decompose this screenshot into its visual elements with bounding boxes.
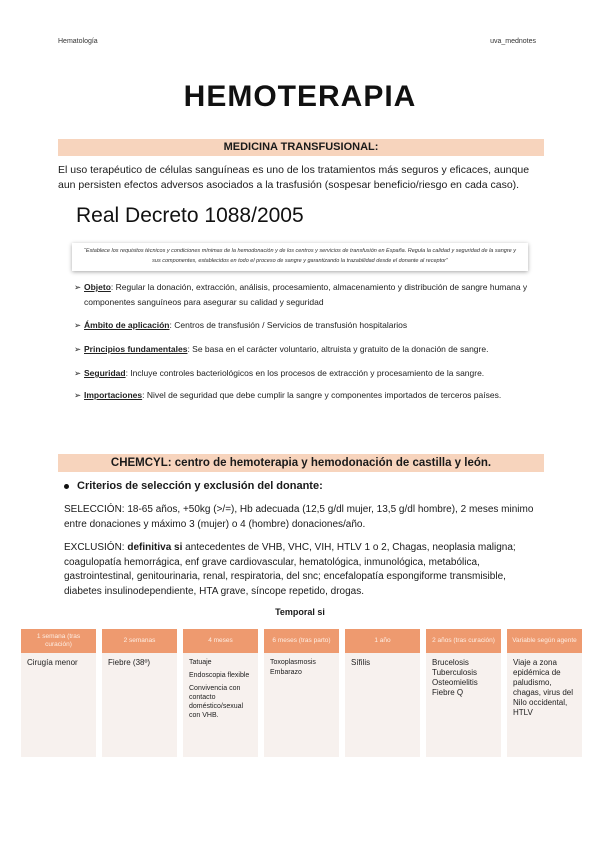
bullet-seguridad <box>74 366 534 381</box>
column-header: 2 años (tras curación) <box>426 629 501 653</box>
exclusion-text: antecedentes de VHB, VHC, VIH, HTLV 1 o 2, Chagas, neoplasia maligna; coagulopatía hemorrágica, enf grave cardiovascular, hematológica, inmunológica, metabólica, gastrointestinal, genitourinaria, renal, respiratoria, del snc; encefalopatía espongiforme transmisible, diabetes insulinodependiente, HTA grave, síncope repetido, drogas. <box>64 542 516 597</box>
temporal-column-6-months <box>264 629 339 757</box>
list-item: Fiebre Q <box>432 688 464 697</box>
bullet-text: : Se basa en el carácter voluntario, altruista y gratuito de la donación de sangre. <box>187 344 489 354</box>
intro-paragraph: El uso terapéutico de células sanguíneas es uno de los tratamientos más seguros y eficaces, aunque aun persisten efectos adversos asociados a la trasfusión (sospesar beneficio/riesgo en cada caso). <box>58 164 530 191</box>
bullet-dot-icon <box>64 484 69 489</box>
list-item: Tatuaje <box>189 659 212 666</box>
decree-quote: “Establece los requisitos técnicos y condiciones mínimas de la hemodonación y de los centros y servicios de transfusión en España. Regula la calidad y seguridad de la sangre y sus componentes, establecidos en todo el proceso de sangre y garantizando la trazabilidad desde el donante al receptor” <box>72 243 528 271</box>
exclusion-label: EXCLUSIÓN: <box>64 542 125 553</box>
list-item: Cirugía menor <box>27 658 78 667</box>
column-body <box>21 653 96 675</box>
temporal-column-2-years <box>426 629 501 757</box>
arrow-icon: ➢ <box>74 282 82 292</box>
list-item: Sífilis <box>351 658 371 667</box>
bullet-principios <box>74 342 534 357</box>
column-header: 6 meses (tras parto) <box>264 629 339 653</box>
list-item: Convivencia con contacto doméstico/sexual con VHB. <box>189 685 244 719</box>
arrow-icon: ➢ <box>74 390 82 400</box>
exclusion-paragraph <box>64 541 544 599</box>
column-header: 1 año <box>345 629 420 653</box>
list-item: Endoscopia flexible <box>189 672 250 679</box>
temporal-column-2-weeks <box>102 629 177 757</box>
list-item: Tuberculosis <box>432 668 478 677</box>
temporal-column-4-months <box>183 629 258 757</box>
column-body <box>183 653 258 729</box>
arrow-icon: ➢ <box>74 344 82 354</box>
bullet-label: Importaciones <box>84 390 143 400</box>
list-item: Osteomielitis <box>432 678 478 687</box>
column-header: Variable según agente <box>507 629 582 653</box>
column-header: 4 meses <box>183 629 258 653</box>
bullet-importaciones <box>74 388 534 403</box>
bullet-label: Objeto <box>84 282 111 292</box>
bullet-text: : Nivel de seguridad que debe cumplir la sangre y componentes importados de terceros países. <box>142 390 502 400</box>
page-title: HEMOTERAPIA <box>183 80 417 113</box>
column-body <box>102 653 177 675</box>
bullet-label: Principios fundamentales <box>84 344 188 354</box>
criteria-heading <box>64 480 323 492</box>
selection-paragraph: SELECCIÓN: 18-65 años, +50kg (>/=), Hb adecuada (12,5 g/dl mujer, 13,5 g/dl hombre), 2 meses minimo entre donaciones y máximo 3 (mujer) o 4 (hombre) donaciones/año. <box>64 504 534 530</box>
column-header: 2 semanas <box>102 629 177 653</box>
list-item: Brucelosis <box>432 658 469 667</box>
column-body <box>426 653 501 703</box>
exclusion-bold: definitiva si <box>127 542 183 553</box>
column-body <box>507 653 582 725</box>
bullet-label: Ámbito de aplicación <box>84 320 170 330</box>
column-header: 1 semana (tras curación) <box>21 629 96 653</box>
list-item: Embarazo <box>270 669 302 676</box>
bullet-label: Seguridad <box>84 368 126 378</box>
column-body <box>264 653 339 686</box>
bullet-text: : Centros de transfusión / Servicios de transfusión hospitalarios <box>169 320 408 330</box>
temporal-column-1-week <box>21 629 96 757</box>
bullet-ambito <box>74 318 534 333</box>
column-body <box>345 653 420 675</box>
arrow-icon: ➢ <box>74 368 82 378</box>
list-item: Toxoplasmosis <box>270 659 316 666</box>
section-banner-transfusional: MEDICINA TRANSFUSIONAL: <box>58 139 544 156</box>
criteria-title: Criterios de selección y exclusión del donante: <box>77 480 323 492</box>
section-banner-chemcyl: CHEMCYL: centro de hemoterapia y hemodonación de castilla y león. <box>58 454 544 472</box>
bullet-objeto <box>74 280 534 310</box>
temporal-title: Temporal si <box>275 607 325 617</box>
list-item: Viaje a zona epidémica de paludismo, chagas, virus del Nilo occidental, HTLV <box>513 658 574 717</box>
bullet-text: : Incluye controles bacteriológicos en los procesos de extracción y procesamiento de la sangre. <box>125 368 485 378</box>
list-item: Fiebre (38º) <box>108 658 151 667</box>
bullet-text: : Regular la donación, extracción, análisis, procesamiento, almacenamiento y distribución de sangre humana y componentes sanguíneos para asegurar su calidad y seguridad <box>84 282 528 307</box>
decree-title: Real Decreto 1088/2005 <box>76 204 304 227</box>
arrow-icon: ➢ <box>74 320 82 330</box>
header-right: uva_mednotes <box>490 38 536 45</box>
header-left: Hematología <box>58 38 98 45</box>
temporal-column-1-year <box>345 629 420 757</box>
temporal-column-variable <box>507 629 582 757</box>
